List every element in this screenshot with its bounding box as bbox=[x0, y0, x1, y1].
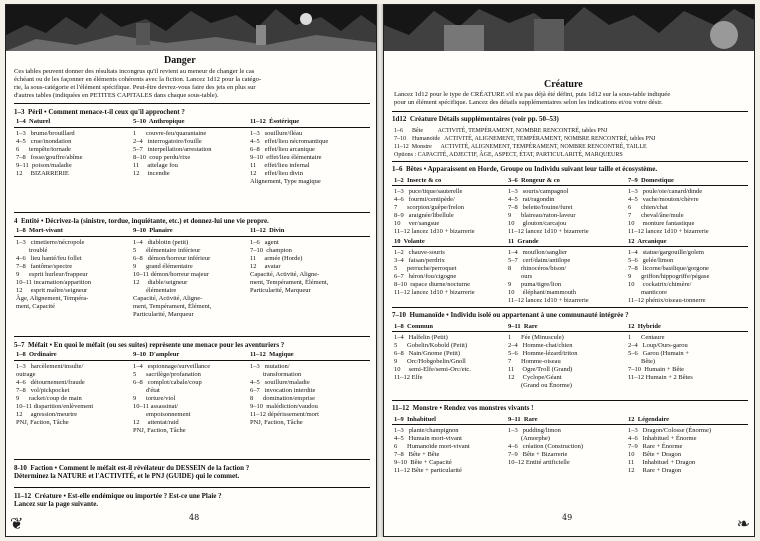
intro-text: Ces tables peuvent donner des résultats incongrus qu'il revient au meneur de changer le cas échéant ou de les façonner en éléments cohérents avec la fiction. Lancez 1d12 pour la catégo- rie, la sous-catégorie et l'élément spécifique. Peut-être devrez-vous faire des jets en plus sur d'autres tables (indiquées en PETITES CAPITALES dans chaque sous-table). bbox=[14, 68, 262, 99]
subtable-rows: 1–3 poule/oie/canard/dinde 4–5 vache/mouton/chèvre 6 chien/chat 7 cheval/âne/mule 10 monture fantastique 11–12 lancez 1d10 + bizarrerie bbox=[628, 188, 709, 235]
subtable-rows: 1–6 agent 7–10 champion 11 armée (Horde) 12 avatar Capacité, Activité, Aligne- ment, Tempérament, Élément, Particularité, Marqueur bbox=[250, 239, 329, 294]
subtable-rows: 1 couvre-feu/quarantaine 2–4 interrogatoire/fouille 5–7 interpellation/arrestation 8–10 coup perdu/rixe 11 attelage fou 12 incendie bbox=[133, 130, 212, 177]
subtable-rows: 1–3 harcèlement/insulte/ outrage 4–6 détournement/fraude 7–8 vol/pickpocket 9 racket/coup de main 10–11 disparition/enlèvement 12 agression/meurtre PNJ, Faction, Tâche bbox=[16, 363, 94, 426]
subtable-rows: 1–3 souillure/fléau 4–5 effet/lieu nécromantique 6–8 effet/lieu arcanique 9–10 effet/lieu élémentaire 11 effet/lieu infernal 12 effet/lieu divin Alignement, Type magique bbox=[250, 130, 329, 185]
header-illustration bbox=[384, 5, 755, 51]
section-heading-mefait: 5–7 Méfait • En quoi le méfait (ou ses suites) représente une menace pour les aventuriers ? bbox=[14, 341, 285, 349]
divider bbox=[14, 212, 370, 213]
page-number: 48 bbox=[189, 513, 200, 522]
subtable-rows: 1–3 brume/brouillard 4–5 crue/inondation 6 tempête/tornade 7–8 fosse/gouffre/abîme 9–11 poison/maladie 12 BIZARRERIE bbox=[16, 130, 83, 177]
subtable-title: 9–10 D'ampleur bbox=[133, 351, 180, 358]
section-heading-entite: 4 Entité • Décrivez-la (sinistre, tordue, inquiétante, etc.) et donnez-lui une vie propre. bbox=[14, 217, 269, 225]
subtable-title: 9–11 Rare bbox=[508, 416, 538, 423]
subtable-title: 5–10 Anthropique bbox=[133, 118, 185, 125]
divider bbox=[392, 307, 748, 308]
swirl-ornament-icon: ❧ bbox=[736, 514, 750, 533]
subtable-rows: 1–4 statue/gargouille/golem 5–6 gelée/limon 7–8 licorne/basilique/gorgone 9 griffon/hippogriffe/pégase 10 cockatrix/chimère/ manticore 11–12 phénix/oiseau-tonnerre bbox=[628, 249, 710, 304]
subtable-title: 11–12 Divin bbox=[250, 227, 285, 234]
subtable-rows: 1–4 mouflon/sanglier 5–7 cerf/daim/antilope 8 rhinocéros/bison/ ours 9 puma/tigre/lion 10 éléphant/mammouth 11–12 lancez 1d10 + bizarrerie bbox=[508, 249, 589, 304]
subtable-title: 12 Hybride bbox=[628, 323, 661, 330]
divider bbox=[14, 236, 370, 237]
subtable-rows: 1–3 pudding/limon (Amorphe) 4–6 création (Construction) 7–9 Bête + Bizarrerie 10–12 Entité artificielle bbox=[508, 427, 584, 466]
divider bbox=[14, 127, 370, 128]
subtable-title: 11–12 Magique bbox=[250, 351, 294, 358]
subtable-title: 11–12 Ésotérique bbox=[250, 118, 300, 125]
section-heading-peril: 1–3 Péril • Comment menace-t-il ceux qu'il approchent ? bbox=[14, 108, 185, 116]
divider bbox=[14, 360, 370, 361]
header-art-icon bbox=[6, 5, 377, 51]
page-number: 49 bbox=[562, 513, 573, 522]
subtable-title: 7–9 Domestique bbox=[628, 177, 674, 184]
right-page bbox=[383, 4, 755, 537]
subtable-rows: 1 Fée (Minuscule) 2–4 Homme-chat/chien 5–6 Homme-lézard/triton 7 Homme-oiseau 11 Ogre/Troll (Grand) 12 Cyclope/Géant (Grand ou Énorme) bbox=[508, 334, 578, 389]
divider bbox=[14, 336, 370, 337]
subtable-title: 9–10 Planaire bbox=[133, 227, 173, 234]
divider bbox=[392, 185, 748, 186]
divider bbox=[14, 459, 370, 460]
divider bbox=[392, 331, 748, 332]
divider bbox=[392, 400, 748, 401]
subtable-rows: 1–3 Dragon/Colosse (Énorme) 4–6 Inhabituel + Énorme 7–9 Rare + Énorme 10 Bête + Dragon 11 Inhabituel + Dragon 12 Rare + Dragon bbox=[628, 427, 712, 474]
section-heading-monstre: 11–12 Monstre • Rendez vos monstres vivants ! bbox=[392, 404, 534, 412]
divider bbox=[392, 424, 748, 425]
left-page bbox=[5, 4, 377, 537]
subtable-rows: 1–2 chauve-souris 3–4 faisan/perdrix 5 perruche/perroquet 6–7 héron/fou/cigogne 8–10 rapace diurne/nocturne 11–12 lancez 1d10 + bizarrerie bbox=[394, 249, 475, 296]
subtable-title: 1–8 Mort-vivant bbox=[16, 227, 63, 234]
section-heading-humanoide: 7–10 Humanoïde • Individu isolé ou appartenant à une communauté intégrée ? bbox=[392, 311, 629, 319]
divider bbox=[392, 246, 748, 247]
details-heading: 1d12 Créature Détails supplémentaires (voir pp. 50–53) bbox=[392, 115, 559, 123]
subtable-rows: 1–3 mutation/ transformation 4–5 souillure/maladie 6–7 invocation interdite 8 domination/emprise 9–10 malédiction/vaudou 11–12 dépérissement/mort PNJ, Faction, Tâche bbox=[250, 363, 319, 426]
subtable-rows: 1–4 diablotin (petit) 5 élémentaire inférieur 6–8 démon/horreur inférieur 9 grand élémentaire 10–11 démon/horreur majeur 12 diable/seigneur élémentaire Capacité, Activité, Aligne- ment, Tempérament, Élément, Particularité, Marqueur bbox=[133, 239, 212, 318]
subtable-title: 12 Arcanique bbox=[628, 238, 667, 245]
subtable-rows: 1–4 espionnage/surveillance 5 sacrilège/profanation 6–8 complot/cabale/coup d'état 9 torture/viol 10–11 assassinat/ empoisonnement 12 attentat/raid PNJ, Faction, Tâche bbox=[133, 363, 211, 434]
page-title: Danger bbox=[164, 55, 196, 66]
swirl-ornament-icon: ❦ bbox=[10, 514, 24, 533]
divider bbox=[392, 111, 748, 112]
subtable-title: 11 Grande bbox=[508, 238, 539, 245]
intro-text: Lancez 1d12 pour le type de CRÉATURE s'il n'a pas déjà été défini, puis 1d12 sur la sous-table indiquée pour un élément spécifique. Lancez des détails supplémentaires selon les indications et/ou votre désir. bbox=[394, 91, 671, 106]
subtable-rows: 1–3 cimetierre/nécropole troublé 4–6 lieu hanté/feu follet 7–8 fantôme/spectre 9 esprit hurleur/frappeur 10–11 incarnation/apparition 12 esprit maître/seigneur Âge, Alignement, Tempéra- ment, Capacité bbox=[16, 239, 92, 310]
section-heading-betes: 1–6 Bêtes • Apparaissent en Horde, Groupe ou Individu suivant leur taille et écosystème. bbox=[392, 165, 658, 173]
subtable-title: 1–4 Naturel bbox=[16, 118, 51, 125]
section-creature: 11–12 Créature • Est-elle endémique ou importée ? Est-ce une Plaie ? Lancez sur la page suivante. bbox=[14, 492, 222, 508]
subtable-title: 10 Volante bbox=[394, 238, 425, 245]
section-faction: 8-10 Faction • Comment le méfait est-il révélateur du DESSEIN de la faction ? Déterminez la NATURE et l'ACTIVITÉ, et le PNJ (GUIDE) qui le commet. bbox=[14, 464, 250, 480]
divider bbox=[392, 161, 748, 162]
divider bbox=[14, 103, 370, 104]
subtable-rows: 1–3 plante/champignon 4–5 Humain mort-vivant 6 Humanoïde mort-vivant 7–8 Bête + Bête 9–10 Bête + Capacité 11–12 Bête + particularité bbox=[394, 427, 470, 474]
subtable-rows: 1–3 puce/tique/sauterelle 4–6 fourmi/centipède/ 7 scorpion/guêpe/frelon 8–9 araignée/libellule 10 ver/sangsue 11–12 lancez 1d10 + bizarrerie bbox=[394, 188, 475, 235]
subtable-title: 1–8 Ordinaire bbox=[16, 351, 57, 358]
subtable-title: 12 Légendaire bbox=[628, 416, 670, 423]
details-rows: 1–6 Bête ACTIVITÉ, TEMPÉRAMENT, NOMBRE RENCONTRÉ, tables PNJ 7–10 Humanoïde ACTIVITÉ, ALIGNEMENT, TEMPÉRAMENT, NOMBRE RENCONTRÉ, tables PNJ 11–12 Monstre ACTIVITÉ, ALIGNEMENT, TEMPÉRAMENT, NOMBRE RENCONTRÉ, TAILLE Options : CAPACITÉ, ADJECTIF, ÂGE, ASPECT, ÉTAT, PARTICULARITÉ, MARQUEURS bbox=[394, 128, 656, 158]
subtable-title: 1–9 Inhabituel bbox=[394, 416, 436, 423]
subtable-title: 1–8 Commun bbox=[394, 323, 434, 330]
subtable-title: 9–11 Rare bbox=[508, 323, 538, 330]
page-title: Créature bbox=[544, 79, 583, 90]
header-illustration bbox=[6, 5, 377, 51]
subtable-rows: 1 Centaure 2–4 Loup/Ours-garou 5–6 Garou (Humain + Bête) 7–10 Humain + Bête 11–12 Humain + 2 Bêtes bbox=[628, 334, 693, 381]
subtable-rows: 1–3 souris/campagnol 4–5 rat/ragondin 7–8 belette/fouine/furet 9 blaireau/raton-laveur 10 glouton/carcajou 11–12 lancez 1d10 + bizarrerie bbox=[508, 188, 589, 235]
subtable-rows: 1–4 Halfelin (Petit) 5 Gobelin/Kobold (Petit) 6–8 Nain/Gnome (Petit) 9 Orc/Hobgobelin/Gnoll 10 semi-Elfe/semi-Orc/etc. 11–12 Elfe bbox=[394, 334, 471, 381]
subtable-title: 1–2 Insecte & co bbox=[394, 177, 442, 184]
header-art-icon bbox=[384, 5, 755, 51]
divider bbox=[14, 487, 370, 488]
subtable-title: 3–6 Rongeur & co bbox=[508, 177, 560, 184]
